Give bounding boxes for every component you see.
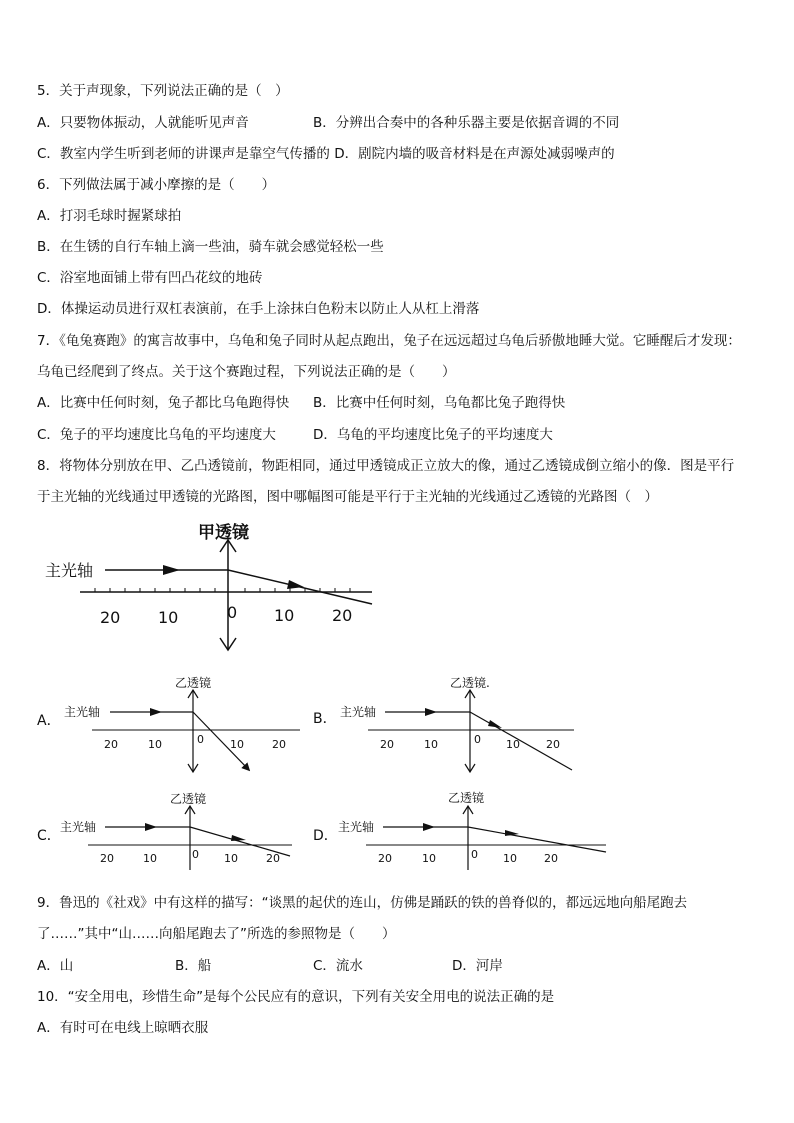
lens-label: 乙透镜. bbox=[450, 676, 490, 690]
option-a-figure bbox=[37, 675, 300, 772]
svg-text:10: 10 bbox=[143, 852, 157, 865]
q9-stem-line1: 9．鲁迅的《社戏》中有这样的描写：“谈黑的起伏的连山，仿佛是踊跃的铁的兽脊似的，都远远地向船尾跑去 bbox=[37, 895, 688, 911]
svg-text:20: 20 bbox=[266, 852, 280, 865]
q9-option-d: D．河岸 bbox=[452, 958, 503, 974]
lens-label: 乙透镜 bbox=[170, 792, 207, 806]
q7-stem-line1: 7．《龟兔赛跑》的寓言故事中，乌龟和兔子同时从起点跑出，兔子在远远超过乌龟后骄傲地睡大觉。它睡醒后才发现： bbox=[37, 333, 741, 349]
q8-stem-line1: 8．将物体分别放在甲、乙凸透镜前，物距相同，通过甲透镜成正立放大的像，通过乙透镜成倒立缩小的像．图是平行 bbox=[37, 458, 735, 474]
option-letter: C． bbox=[37, 828, 61, 844]
q7-option-c: C．兔子的平均速度比乌龟的平均速度大 bbox=[37, 427, 276, 443]
q6-stem: 6．下列做法属于减小摩擦的是（ ） bbox=[37, 177, 276, 193]
q6-option-c: C．浴室地面铺上带有凹凸花纹的地砖 bbox=[37, 270, 263, 286]
q6-option-b: B．在生锈的自行车轴上滴一些油，骑车就会感觉轻松一些 bbox=[37, 239, 384, 255]
q10-stem: 10．“安全用电，珍惜生命”是每个公民应有的意识，下列有关安全用电的说法正确的是 bbox=[37, 989, 555, 1005]
svg-text:0: 0 bbox=[197, 733, 204, 746]
svg-text:10: 10 bbox=[230, 738, 244, 751]
q5-option-a: A．只要物体振动，人就能听见声音 bbox=[37, 115, 249, 131]
q8-stem-line2: 于主光轴的光线通过甲透镜的光路图，图中哪幅图可能是平行于主光轴的光线通过乙透镜的光路图（ ） bbox=[37, 489, 658, 505]
q6-option-a: A．打羽毛球时握紧球拍 bbox=[37, 208, 182, 224]
axis-label: 主光轴 bbox=[64, 705, 101, 719]
q7-stem-line2: 乌龟已经爬到了终点。关于这个赛跑过程，下列说法正确的是（ ） bbox=[37, 364, 456, 380]
svg-text:20: 20 bbox=[378, 852, 392, 865]
main-tick-label: 20 bbox=[332, 606, 353, 625]
svg-text:20: 20 bbox=[380, 738, 394, 751]
main-tick-label: 10 bbox=[274, 606, 295, 625]
svg-text:20: 20 bbox=[272, 738, 286, 751]
q7-option-a: A．比赛中任何时刻，兔子都比乌龟跑得快 bbox=[37, 395, 290, 411]
axis-label: 主光轴 bbox=[340, 705, 377, 719]
svg-text:20: 20 bbox=[546, 738, 560, 751]
main-lens-figure bbox=[45, 522, 372, 650]
axis-label: 主光轴 bbox=[338, 820, 375, 834]
q9-option-c: C．流水 bbox=[313, 958, 363, 974]
svg-text:20: 20 bbox=[104, 738, 118, 751]
option-letter: A． bbox=[37, 713, 61, 729]
svg-text:10: 10 bbox=[506, 738, 520, 751]
q8-figures bbox=[0, 510, 794, 870]
axis-label: 主光轴 bbox=[60, 820, 97, 834]
svg-text:0: 0 bbox=[192, 848, 199, 861]
lens-label: 乙透镜 bbox=[448, 791, 485, 805]
q9-option-b: B．船 bbox=[175, 958, 212, 974]
q9-stem-line2: 了……”其中“山……向船尾跑去了”所选的参照物是（ ） bbox=[37, 926, 396, 942]
q5-option-b: B．分辨出合奏中的各种乐器主要是依据音调的不同 bbox=[313, 115, 620, 131]
lens-label: 乙透镜 bbox=[175, 676, 212, 690]
main-tick-label: 20 bbox=[100, 608, 121, 627]
q9-option-a: A．山 bbox=[37, 958, 74, 974]
main-axis-label: 主光轴 bbox=[45, 561, 94, 580]
main-tick-label: 10 bbox=[158, 608, 179, 627]
option-letter: B． bbox=[313, 711, 337, 727]
svg-text:0: 0 bbox=[474, 733, 481, 746]
main-lens-label: 甲透镜 bbox=[198, 523, 249, 543]
svg-text:10: 10 bbox=[503, 852, 517, 865]
option-b-figure bbox=[313, 675, 574, 772]
q5-stem: 5．关于声现象，下列说法正确的是（ ） bbox=[37, 83, 289, 99]
option-d-figure bbox=[313, 790, 606, 870]
svg-text:10: 10 bbox=[224, 852, 238, 865]
svg-text:10: 10 bbox=[148, 738, 162, 751]
main-incident-arrow bbox=[163, 565, 180, 575]
q5-option-cd: C．教室内学生听到老师的讲课声是靠空气传播的 D．剧院内墙的吸音材料是在声源处减弱噪声的 bbox=[37, 146, 615, 162]
main-tick-label: 0 bbox=[227, 603, 238, 622]
option-c-figure bbox=[37, 791, 292, 870]
svg-text:20: 20 bbox=[544, 852, 558, 865]
svg-text:20: 20 bbox=[100, 852, 114, 865]
svg-text:10: 10 bbox=[424, 738, 438, 751]
svg-text:0: 0 bbox=[471, 848, 478, 861]
q7-option-b: B．比赛中任何时刻，乌龟都比兔子跑得快 bbox=[313, 395, 566, 411]
q10-option-a: A．有时可在电线上晾晒衣服 bbox=[37, 1020, 209, 1036]
q6-option-d: D．体操运动员进行双杠表演前，在手上涂抹白色粉末以防止人从杠上滑落 bbox=[37, 301, 480, 317]
option-letter: D． bbox=[313, 828, 338, 844]
svg-text:10: 10 bbox=[422, 852, 436, 865]
q7-option-d: D．乌龟的平均速度比兔子的平均速度大 bbox=[313, 427, 553, 443]
